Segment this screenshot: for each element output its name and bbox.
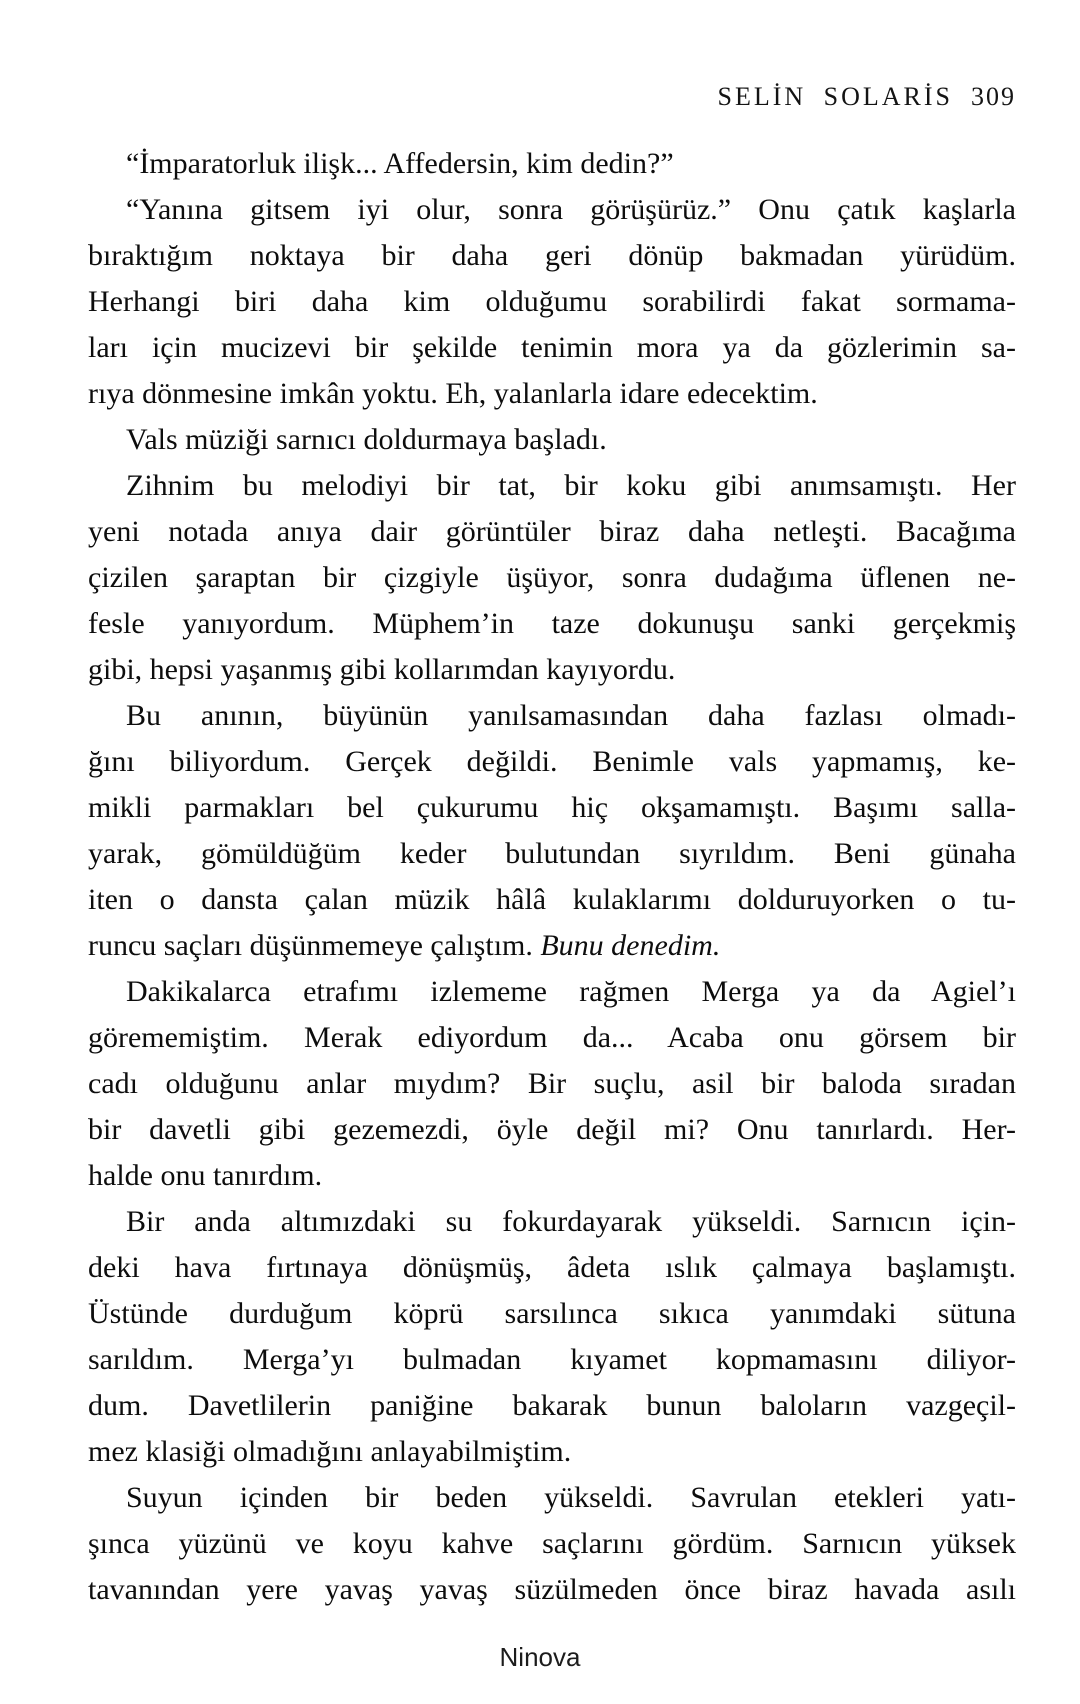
paragraph	[88, 1199, 1016, 1475]
text-line: bıraktığım noktaya bir daha geri dönüp bakmadan yürüdüm.	[88, 239, 1016, 272]
publisher-name: Ninova	[499, 1642, 581, 1672]
text-segment: runcu saçları düşünmemeye çalıştım.	[88, 929, 541, 962]
text-line: deki hava fırtınaya dönüşmüş, âdeta ıslık çalmaya başlamıştı.	[88, 1251, 1016, 1284]
text-line: Suyun içinden bir beden yükseldi. Savrulan etekleri yatı-	[126, 1481, 1016, 1514]
publisher-watermark	[0, 1642, 1080, 1673]
paragraph	[88, 187, 1016, 417]
paragraph	[88, 693, 1016, 969]
text-line: yarak, gömüldüğüm keder bulutundan sıyrıldım. Beni günaha	[88, 837, 1016, 870]
text-line: çizilen şaraptan bir çizgiyle üşüyor, sonra dudağıma üflenen ne-	[88, 561, 1016, 594]
paragraph	[88, 463, 1016, 693]
text-line: gibi, hepsi yaşanmış gibi kollarımdan kayıyordu.	[88, 653, 676, 686]
text-line: sarıldım. Merga’yı bulmadan kıyamet kopmamasını diliyor-	[88, 1343, 1016, 1376]
page-number: 309	[971, 82, 1016, 111]
text-line: görememiştim. Merak ediyordum da... Acaba onu görsem bir	[88, 1021, 1016, 1054]
text-line: Bu anının, büyünün yanılsamasından daha fazlası olmadı-	[126, 699, 1016, 732]
text-line: iten o dansta çalan müzik hâlâ kulaklarımı dolduruyorken o tu-	[88, 883, 1016, 916]
paragraph	[88, 141, 1016, 187]
page-header	[717, 82, 1016, 112]
text-line: şınca yüzünü ve koyu kahve saçlarını gördüm. Sarnıcın yüksek	[88, 1527, 1016, 1560]
text-line: ğını biliyordum. Gerçek değildi. Benimle vals yapmamış, ke-	[88, 745, 1016, 778]
text-line: yeni notada anıya dair görüntüler biraz daha netleşti. Bacağıma	[88, 515, 1016, 548]
text-line: Vals müziği sarnıcı doldurmaya başladı.	[126, 423, 607, 456]
text-line	[88, 923, 1016, 969]
text-line: cadı olduğunu anlar mıydım? Bir suçlu, asil bir baloda sıradan	[88, 1067, 1016, 1100]
text-line: bir davetli gibi gezemezdi, öyle değil mi? Onu tanırlardı. Her-	[88, 1113, 1016, 1146]
text-line: Herhangi biri daha kim olduğumu sorabilirdi fakat sormama-	[88, 285, 1016, 318]
text-line: tavanından yere yavaş yavaş süzülmeden önce biraz havada asılı	[88, 1573, 1016, 1606]
text-line: “Yanına gitsem iyi olur, sonra görüşürüz.” Onu çatık kaşlarla	[126, 193, 1016, 226]
text-line: Dakikalarca etrafımı izlememe rağmen Merga ya da Agiel’ı	[126, 975, 1016, 1008]
text-line: mikli parmakları bel çukurumu hiç okşamamıştı. Başımı salla-	[88, 791, 1016, 824]
text-line: “İmparatorluk ilişk... Affedersin, kim dedin?”	[126, 147, 674, 180]
text-line: ları için mucizevi bir şekilde tenimin mora ya da gözlerimin sa-	[88, 331, 1016, 364]
italic-text: Bunu denedim.	[540, 929, 721, 962]
text-line: fesle yanıyordum. Müphem’in taze dokunuşu sanki gerçekmiş	[88, 607, 1016, 640]
text-line: Bir anda altımızdaki su fokurdayarak yükseldi. Sarnıcın için-	[126, 1205, 1016, 1238]
paragraph	[88, 1475, 1016, 1613]
text-body	[88, 141, 1016, 1613]
text-line: Üstünde durduğum köprü sarsılınca sıkıca yanımdaki sütuna	[88, 1297, 1016, 1330]
running-title: SELİN SOLARİS	[717, 82, 953, 111]
paragraph	[88, 969, 1016, 1199]
paragraph	[88, 417, 1016, 463]
text-line: halde onu tanırdım.	[88, 1159, 323, 1192]
text-line: mez klasiği olmadığını anlayabilmiştim.	[88, 1435, 572, 1468]
text-line: Zihnim bu melodiyi bir tat, bir koku gibi anımsamıştı. Her	[126, 469, 1016, 502]
text-line: rıya dönmesine imkân yoktu. Eh, yalanlarla idare edecektim.	[88, 377, 818, 410]
text-line: dum. Davetlilerin paniğine bakarak bunun baloların vazgeçil-	[88, 1389, 1016, 1422]
